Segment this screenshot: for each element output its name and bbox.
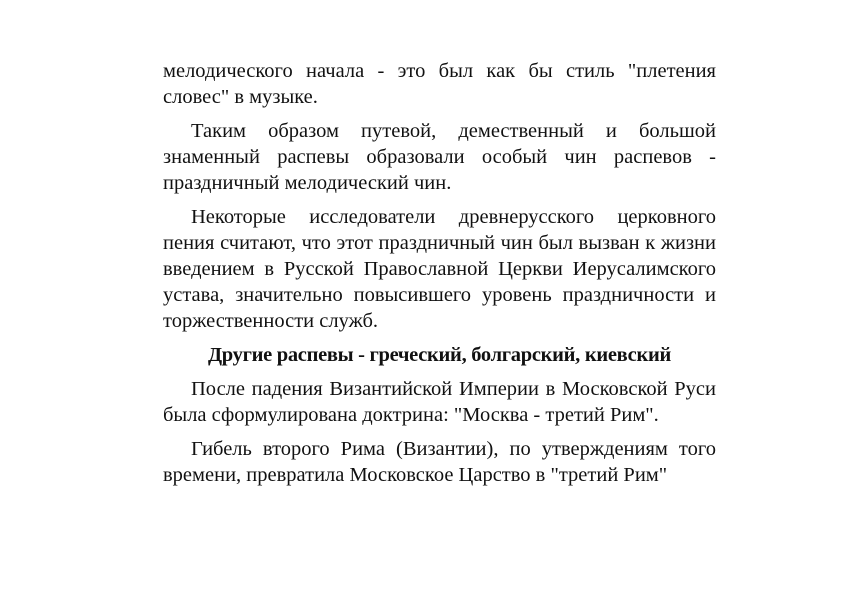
paragraph-festive-chant: Таким образом путевой, демественный и большой знаменный распевы образовали особый чин распевов - праздничный мелодический чин.	[163, 120, 716, 194]
paragraph-continued: мелодического начала - это был как бы стиль "плетения словес" в музыке.	[163, 60, 716, 108]
paragraph-second-rome: Гибель второго Рима (Византии), по утверждениям того времени, превратила Московское Царство в "третий Рим"	[163, 438, 716, 486]
paragraph-third-rome-doctrine: После падения Византийской Империи в Московской Руси была сформулирована доктрина: "Москва - третий Рим".	[163, 378, 716, 426]
document-body	[163, 58, 716, 496]
paragraph-researchers: Некоторые исследователи древнерусского церковного пения считают, что этот праздничный чин был вызван к жизни введением в Русской Православной Церкви Иерусалимского устава, значительно повысившего уровень праздничности и торжественности служб.	[163, 206, 716, 332]
section-heading: Другие распевы - греческий, болгарский, киевский	[207, 344, 672, 366]
